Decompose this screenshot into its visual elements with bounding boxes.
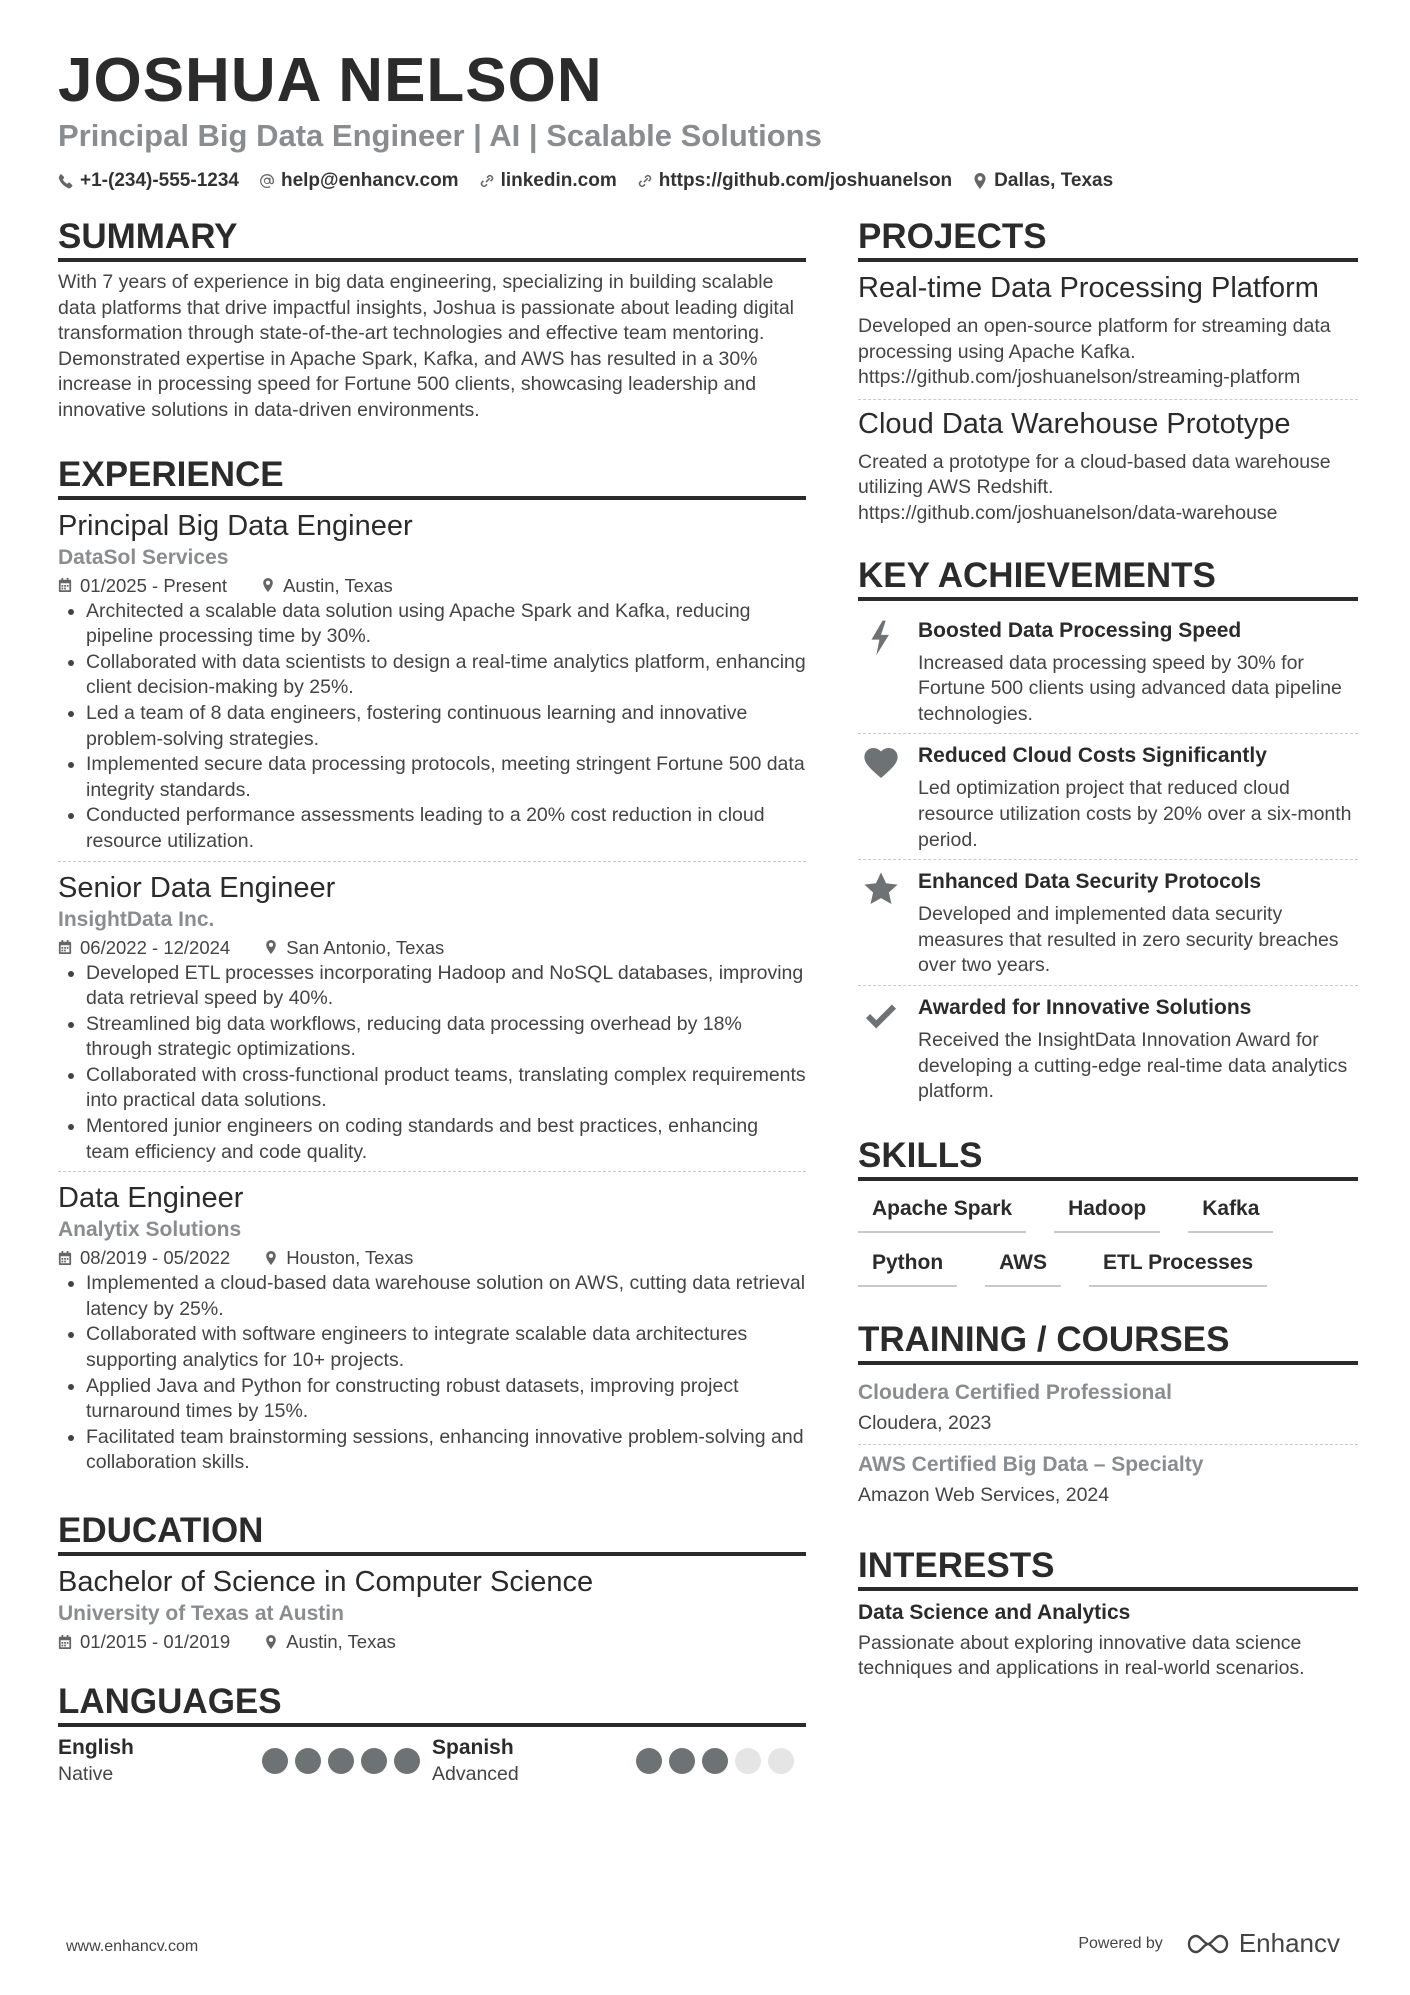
contact-email-text: help@enhancv.com [280, 170, 459, 191]
bolt-icon [858, 617, 904, 728]
interests-section [858, 1545, 1358, 1682]
project-item [858, 270, 1358, 399]
education-meta [58, 1628, 806, 1655]
achievement-text: Led optimization project that reduced cloud resource utilization costs by 20% over a six-month period. [918, 777, 1352, 851]
candidate-headline: Principal Big Data Engineer | AI | Scalable Solutions [58, 118, 822, 153]
language-name: English [58, 1736, 134, 1759]
contact-phone[interactable] [58, 170, 239, 192]
course-title: AWS Certified Big Data – Specialty [858, 1453, 1204, 1477]
achievement-text: Increased data processing speed by 30% for Fortune 500 clients using advanced data pipeline technologies. [918, 651, 1342, 725]
language-level: Advanced [432, 1763, 519, 1785]
achievement-item [858, 859, 1358, 985]
achievement-title: Reduced Cloud Costs Significantly [918, 744, 1267, 768]
bullet: Architected a scalable data solution using Apache Spark and Kafka, reducing pipeline processing time by 30%. [58, 599, 806, 650]
project-title: Real-time Data Processing Platform [858, 272, 1319, 304]
language-rating [262, 1748, 430, 1774]
bullet: Conducted performance assessments leading to a 20% cost reduction in cloud resource utilization. [58, 803, 806, 854]
course-item [858, 1444, 1358, 1517]
footer-branding [1078, 1928, 1340, 1959]
project-text: Developed an open-source platform for streaming data processing using Apache Kafka. https://github.com/joshuanelson/streaming-platform [858, 315, 1331, 389]
bullet: Implemented a cloud-based data warehouse solution on AWS, cutting data retrieval latency by 25%. [58, 1271, 806, 1322]
link-icon [479, 173, 495, 189]
job-bullets [58, 599, 806, 855]
summary-section [58, 216, 806, 424]
calendar-icon [58, 578, 72, 592]
job-meta [58, 572, 806, 599]
calendar-icon [58, 1251, 72, 1265]
summary-title: SUMMARY [58, 216, 806, 262]
job-company: Analytix Solutions [58, 1218, 242, 1242]
calendar-icon [58, 1635, 72, 1649]
job-title: Senior Data Engineer [58, 871, 336, 904]
project-title: Cloud Data Warehouse Prototype [858, 407, 1291, 440]
experience-section [58, 454, 806, 1482]
rating-dot-filled [262, 1748, 288, 1774]
bullet: Collaborated with software engineers to integrate scalable data architectures supporting analytics for 10+ projects. [58, 1322, 806, 1373]
job-dates: 01/2025 - Present [80, 574, 228, 596]
location-icon [261, 578, 275, 592]
course-detail: Amazon Web Services, 2024 [858, 1484, 1110, 1507]
achievement-item [858, 733, 1358, 859]
rating-dot-empty [735, 1748, 761, 1774]
language-item [58, 1735, 432, 1787]
school: University of Texas at Austin [58, 1602, 344, 1625]
interest-text: Passionate about exploring innovative data science techniques and applications in real-world scenarios. [858, 1631, 1305, 1680]
left-column [58, 216, 806, 1787]
skill-tag: AWS [985, 1247, 1061, 1287]
rating-dot-filled [702, 1748, 728, 1774]
job-title: Principal Big Data Engineer [58, 509, 413, 542]
job-company: InsightData Inc. [58, 907, 215, 931]
education-location: Austin, Texas [286, 1631, 396, 1652]
job-dates: 08/2019 - 05/2022 [80, 1247, 231, 1269]
skills-section [858, 1135, 1358, 1287]
contact-phone-text: +1-(234)-555-1234 [80, 170, 239, 191]
job-location: Houston, Texas [286, 1247, 414, 1269]
brand-logo[interactable] [1185, 1928, 1340, 1959]
enhancv-logo-icon [1185, 1931, 1231, 1957]
heart-icon [858, 742, 904, 853]
summary-text: With 7 years of experience in big data engineering, specializing in building scalable data platforms that drive impactful insights, Joshua is passionate about leading digital transformation through state-of-the-art technologies and effective team mentoring. Demonstrated expertise in Apache Spark, Kafka, and AWS has resulted in a 30% increase in processing speed for Fortune 500 clients, showcasing leadership and innovative solutions in data-driven environments. [58, 271, 795, 421]
interest-title: Data Science and Analytics [858, 1600, 1131, 1624]
contact-linkedin[interactable] [479, 170, 617, 192]
achievement-title: Enhanced Data Security Protocols [918, 870, 1262, 894]
skill-tag: Kafka [1188, 1193, 1273, 1233]
location-icon [264, 940, 278, 954]
languages-title: LANGUAGES [58, 1681, 806, 1727]
location-icon [972, 173, 988, 189]
languages-list [58, 1735, 806, 1787]
experience-entry [58, 861, 806, 1172]
job-company: DataSol Services [58, 545, 229, 569]
job-bullets [58, 961, 806, 1166]
location-icon [264, 1251, 278, 1265]
projects-title: PROJECTS [858, 216, 1358, 262]
location-icon [264, 1635, 278, 1649]
phone-icon [58, 173, 74, 189]
job-location: Austin, Texas [283, 574, 393, 596]
language-name: Spanish [432, 1736, 514, 1759]
experience-entry [58, 1171, 806, 1482]
courses-title: TRAINING / COURSES [858, 1319, 1358, 1365]
job-meta [58, 1244, 806, 1271]
right-column [858, 216, 1358, 1682]
skill-tag: Apache Spark [858, 1193, 1026, 1233]
projects-section [858, 216, 1358, 535]
project-text: Created a prototype for a cloud-based data warehouse utilizing AWS Redshift. https://github.com/joshuanelson/data-warehouse [858, 450, 1331, 524]
job-dates: 06/2022 - 12/2024 [80, 936, 231, 958]
footer-website[interactable]: www.enhancv.com [66, 1938, 199, 1955]
job-meta [58, 934, 806, 961]
job-title: Data Engineer [58, 1182, 244, 1215]
rating-dot-empty [768, 1748, 794, 1774]
brand-name: Enhancv [1238, 1928, 1340, 1958]
course-detail: Cloudera, 2023 [858, 1411, 992, 1434]
skills-list [858, 1193, 1358, 1287]
course-title: Cloudera Certified Professional [858, 1380, 1172, 1404]
bullet: Facilitated team brainstorming sessions, enhancing innovative problem-solving and collaboration skills. [58, 1425, 806, 1476]
contact-location [972, 170, 1113, 192]
link-icon [637, 173, 653, 189]
contact-github[interactable] [637, 170, 952, 192]
achievement-title: Boosted Data Processing Speed [918, 618, 1242, 642]
contact-email[interactable] [259, 170, 459, 192]
project-item [858, 399, 1358, 535]
calendar-icon [58, 940, 72, 954]
experience-entry [58, 508, 806, 861]
at-icon [259, 173, 275, 189]
rating-dot-filled [394, 1748, 420, 1774]
education-section [58, 1510, 806, 1655]
achievement-text: Developed and implemented data security measures that resulted in zero security breaches over two years. [918, 903, 1339, 977]
bullet: Collaborated with data scientists to design a real-time analytics platform, enhancing client decision-making by 25%. [58, 650, 806, 701]
bullet: Streamlined big data workflows, reducing data processing overhead by 18% through strategic optimizations. [58, 1012, 806, 1063]
powered-by-label: Powered by [1078, 1934, 1163, 1952]
contact-linkedin-text: linkedin.com [500, 170, 617, 191]
education-dates: 01/2015 - 01/2019 [80, 1631, 231, 1652]
achievement-text: Received the InsightData Innovation Award for developing a cutting-edge real-time data analytics platform. [918, 1028, 1348, 1103]
language-item [432, 1735, 806, 1787]
rating-dot-filled [636, 1748, 662, 1774]
bullet: Applied Java and Python for constructing robust datasets, improving project turnaround times by 15%. [58, 1374, 806, 1425]
course-item [858, 1373, 1358, 1445]
bullet: Collaborated with cross-functional product teams, translating complex requirements into practical data solutions. [58, 1063, 806, 1114]
education-title: EDUCATION [58, 1510, 806, 1556]
bullet: Led a team of 8 data engineers, fostering continuous learning and innovative problem-solving strategies. [58, 701, 806, 752]
star-icon [858, 868, 904, 979]
skill-tag: Python [858, 1247, 957, 1287]
rating-dot-filled [328, 1748, 354, 1774]
skill-tag: Hadoop [1054, 1193, 1160, 1233]
degree: Bachelor of Science in Computer Science [58, 1566, 594, 1598]
achievement-item [858, 609, 1358, 734]
bullet: Implemented secure data processing protocols, meeting stringent Fortune 500 data integrity standards. [58, 752, 806, 803]
achievements-title: KEY ACHIEVEMENTS [858, 555, 1358, 601]
achievement-item [858, 985, 1358, 1111]
rating-dot-filled [361, 1748, 387, 1774]
language-rating [636, 1748, 804, 1774]
check-icon [858, 994, 904, 1105]
courses-section [858, 1319, 1358, 1517]
bullet: Mentored junior engineers on coding standards and best practices, enhancing team efficiency and code quality. [58, 1114, 806, 1165]
bullet: Developed ETL processes incorporating Hadoop and NoSQL databases, improving data retrieval speed by 40%. [58, 961, 806, 1012]
achievement-title: Awarded for Innovative Solutions [918, 995, 1252, 1019]
skill-tag: ETL Processes [1089, 1247, 1267, 1287]
rating-dot-filled [669, 1748, 695, 1774]
experience-title: EXPERIENCE [58, 454, 806, 500]
interests-title: INTERESTS [858, 1545, 1358, 1591]
contact-bar [58, 170, 1113, 192]
languages-section [58, 1681, 806, 1787]
achievements-section [858, 555, 1358, 1111]
job-location: San Antonio, Texas [286, 936, 445, 958]
contact-location-text: Dallas, Texas [994, 170, 1114, 191]
language-level: Native [58, 1763, 114, 1785]
contact-github-text: https://github.com/joshuanelson [658, 170, 953, 191]
rating-dot-filled [295, 1748, 321, 1774]
job-bullets [58, 1271, 806, 1476]
skills-title: SKILLS [858, 1135, 1358, 1181]
candidate-name: JOSHUA NELSON [58, 46, 603, 115]
